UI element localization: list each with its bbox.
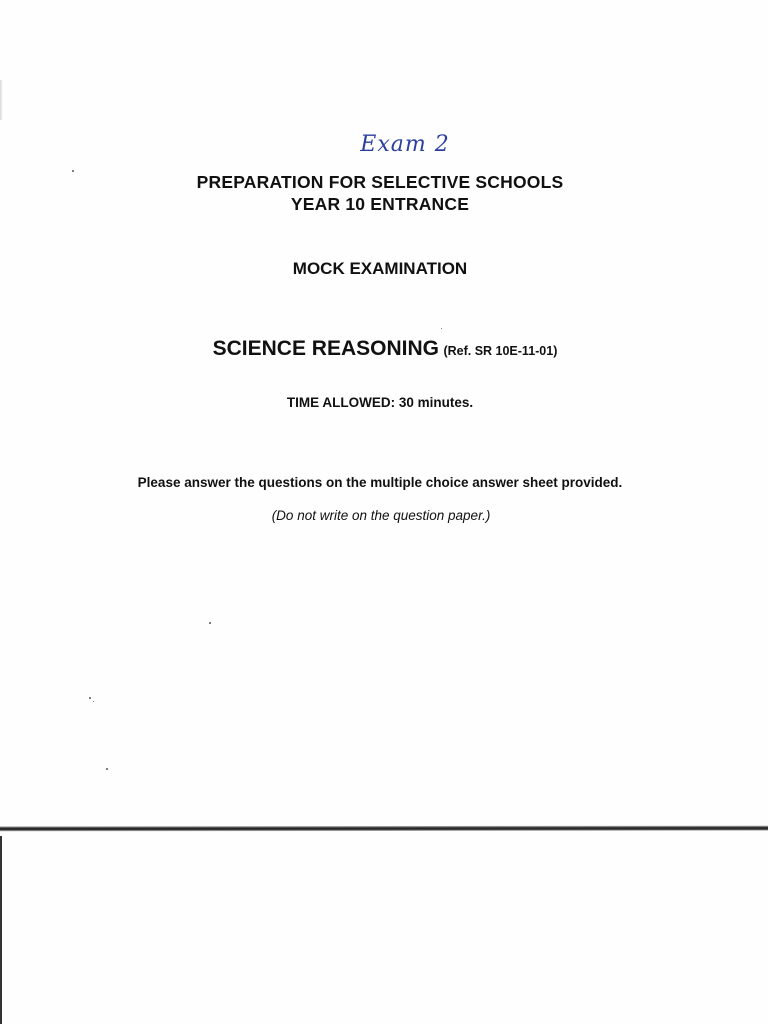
instruction-text: Please answer the questions on the multiple choice answer sheet provided.: [137, 475, 623, 490]
exam-type-heading: MOCK EXAMINATION: [292, 259, 468, 278]
scan-fold-line: [0, 826, 768, 832]
subject-reference: (Ref. SR 10E-11-01): [443, 344, 558, 358]
scan-speck: [209, 622, 211, 624]
subject-name: SCIENCE REASONING: [212, 337, 439, 360]
scan-speck: [93, 701, 94, 702]
scan-speck: [441, 328, 442, 329]
scan-edge-shadow: [0, 80, 3, 120]
title-line-1: PREPARATION FOR SELECTIVE SCHOOLS: [196, 172, 564, 192]
time-allowed: TIME ALLOWED: 30 minutes.: [286, 395, 474, 410]
instruction-note: (Do not write on the question paper.): [271, 508, 491, 523]
scan-speck: [72, 170, 74, 172]
handwritten-note: Exam 2: [360, 132, 450, 157]
title-line-2: YEAR 10 ENTRANCE: [290, 194, 470, 214]
scan-speck: [106, 768, 108, 770]
scan-edge-line: [0, 836, 2, 1024]
scan-speck: [89, 697, 91, 699]
subject-heading: [0, 337, 768, 361]
